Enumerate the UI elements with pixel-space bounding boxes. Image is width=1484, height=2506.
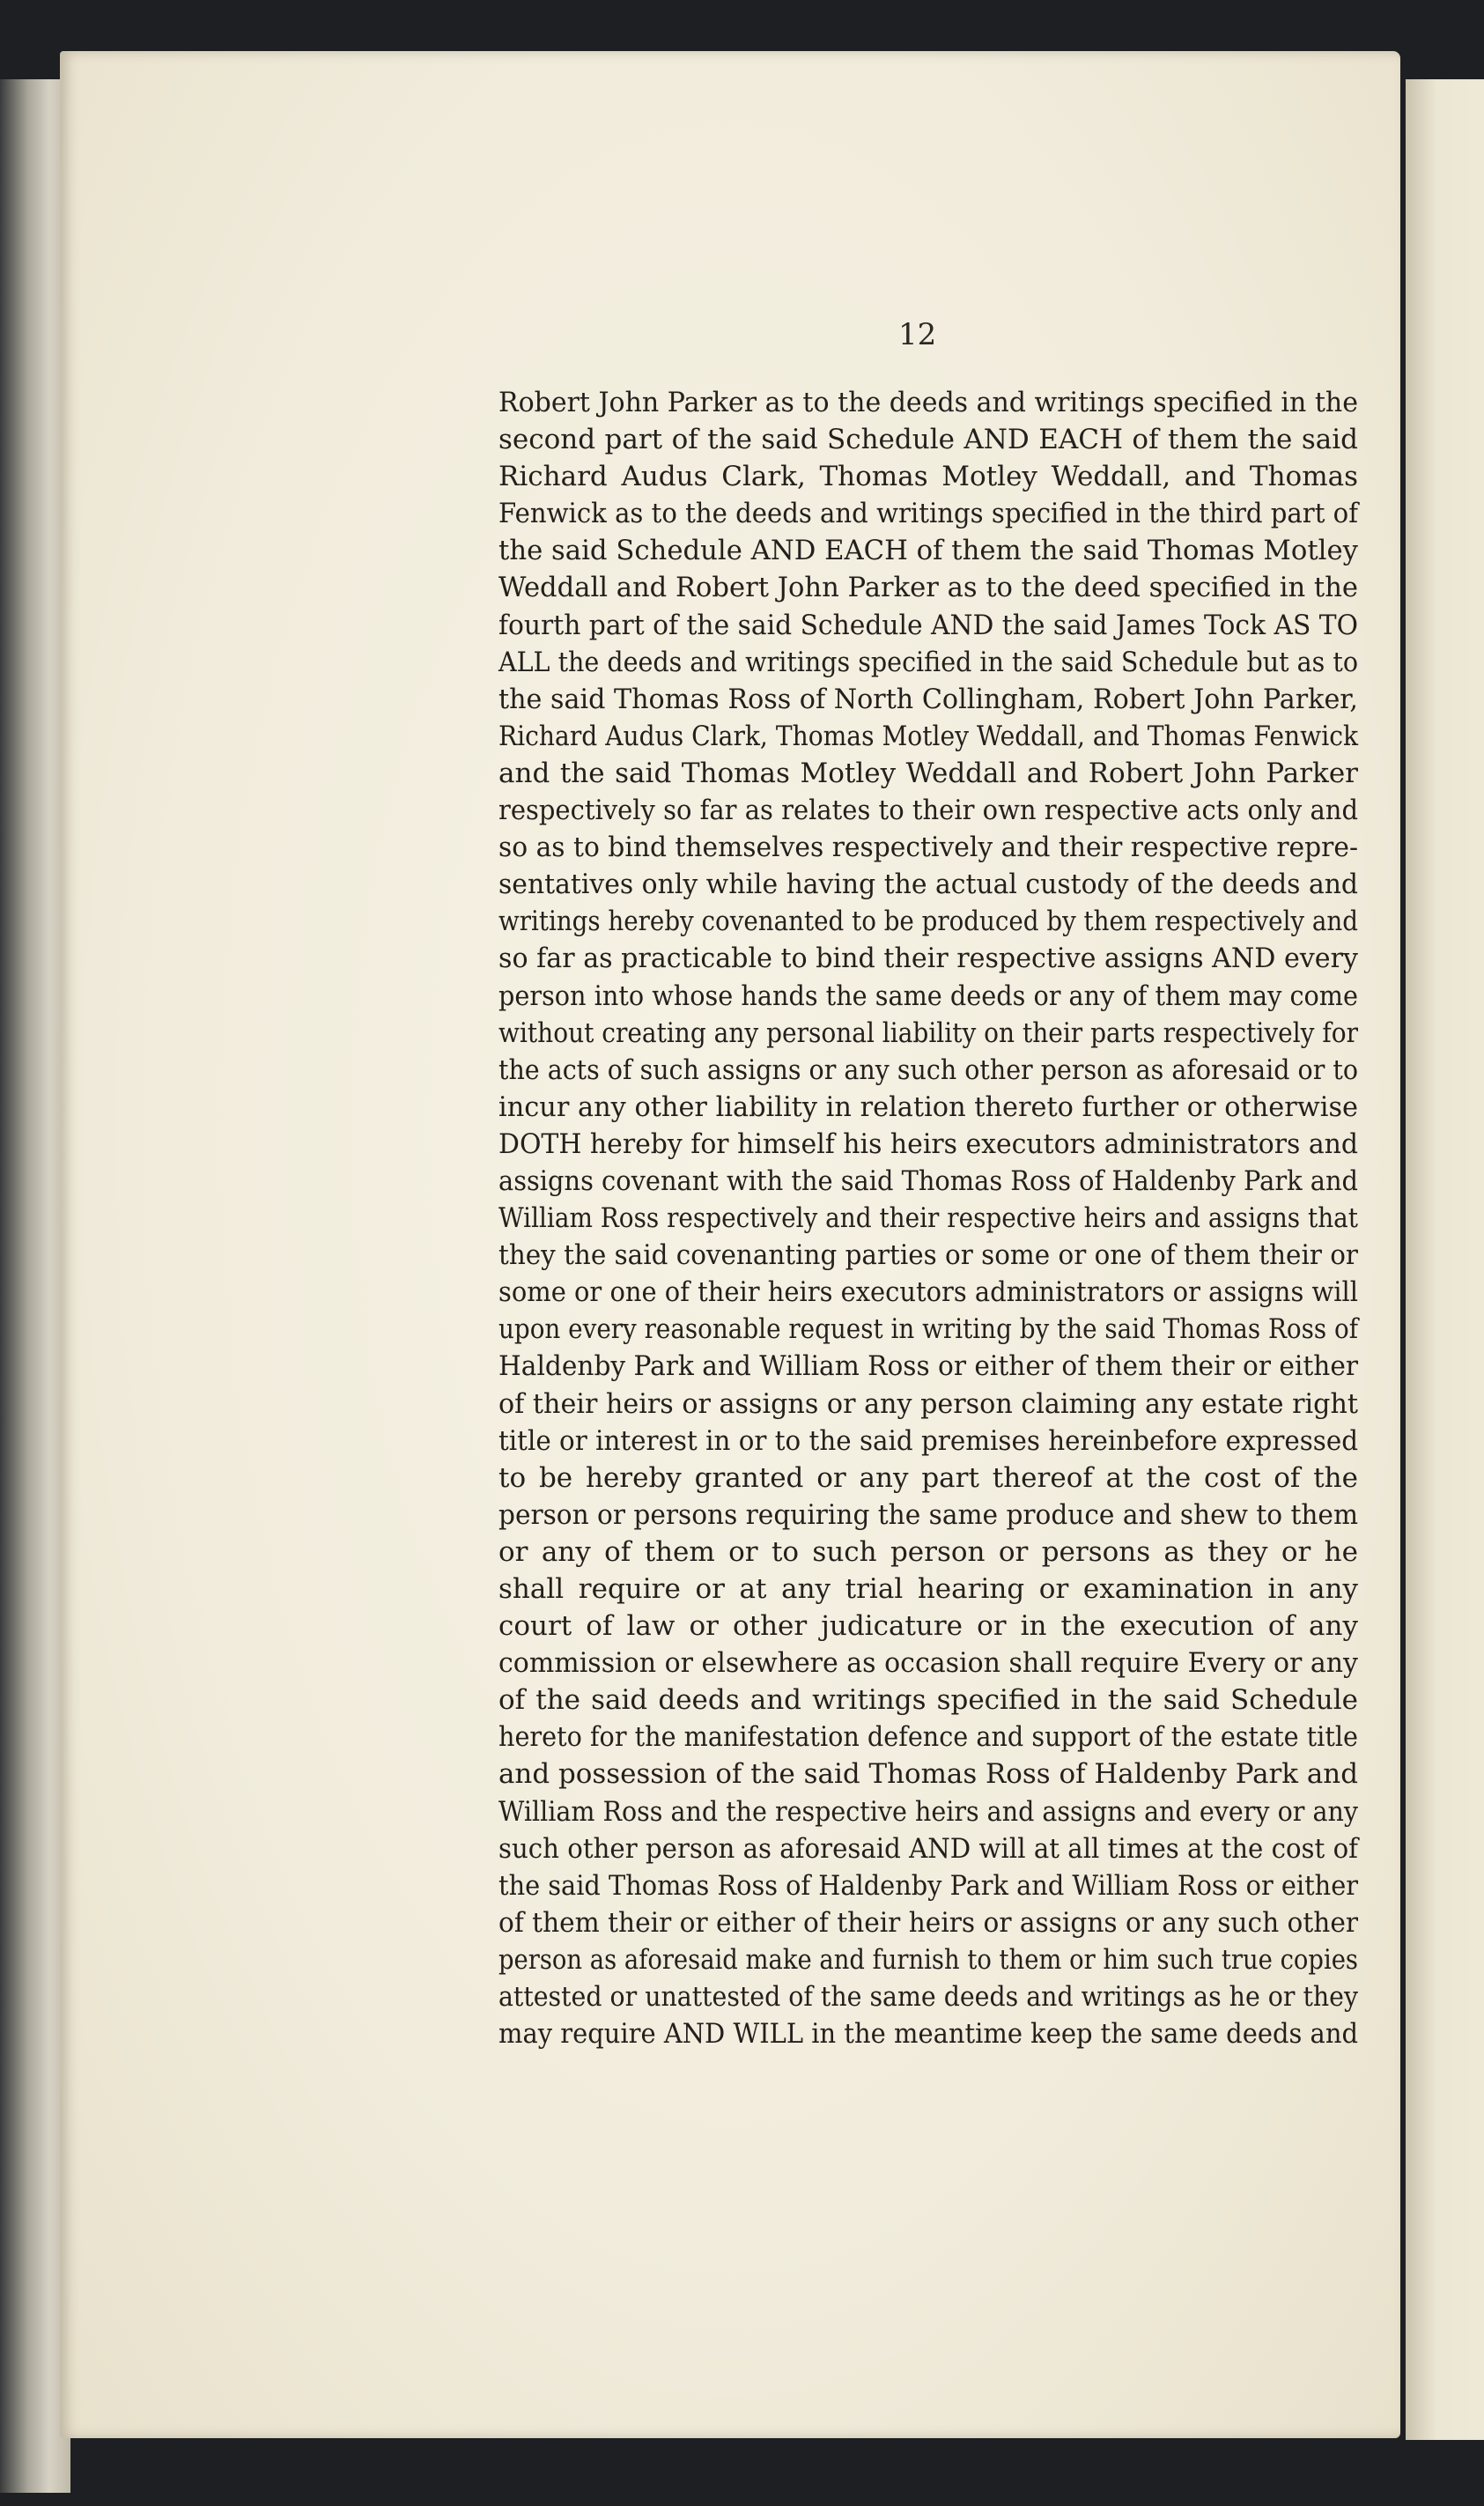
text-line: writings hereby covenanted to be produced by them respectively and bbox=[498, 906, 1358, 938]
text-line: upon every reasonable request in writing by the said Thomas Ross of bbox=[498, 1313, 1358, 1346]
text-line: William Ross respectively and their respective heirs and assigns that bbox=[498, 1202, 1358, 1235]
text-line: Richard Audus Clark, Thomas Motley Weddall, and Thomas Fenwick bbox=[498, 720, 1358, 752]
text-line: the said Thomas Ross of Haldenby Park and William Ross or either bbox=[498, 1869, 1358, 1902]
text-line: Haldenby Park and William Ross or either of them their or either bbox=[498, 1350, 1358, 1383]
text-line: the acts of such assigns or any such other person as aforesaid or to bbox=[498, 1053, 1358, 1086]
text-line: title or interest in or to the said premises hereinbefore expressed bbox=[498, 1424, 1358, 1457]
text-line: so far as practicable to bind their respective assigns AND every bbox=[498, 943, 1358, 975]
text-line: second part of the said Schedule AND EACH of them the said bbox=[498, 424, 1358, 456]
text-line: attested or unattested of the same deeds and writings as he or they bbox=[498, 1981, 1358, 2014]
text-line: of them their or either of their heirs or assigns or any such other bbox=[498, 1906, 1358, 1939]
text-line: without creating any personal liability on their parts respectively for bbox=[498, 1016, 1358, 1049]
text-line: Richard Audus Clark, Thomas Motley Weddall, and Thomas bbox=[498, 461, 1358, 493]
text-line: may require AND WILL in the meantime keep the same deeds and bbox=[498, 2018, 1358, 2051]
text-line: such other person as aforesaid AND will at all times at the cost of bbox=[498, 1832, 1358, 1865]
text-line: or any of them or to such person or persons as they or he bbox=[498, 1535, 1358, 1568]
text-line: of the said deeds and writings specified in the said Schedule bbox=[498, 1684, 1358, 1717]
text-line: the said Schedule AND EACH of them the said Thomas Motley bbox=[498, 535, 1358, 567]
text-line: court of law or other judicature or in the execution of any bbox=[498, 1610, 1358, 1643]
text-line: and possession of the said Thomas Ross of Haldenby Park and bbox=[498, 1758, 1358, 1791]
text-line: to be hereby granted or any part thereof at the cost of the bbox=[498, 1461, 1358, 1494]
text-line: and the said Thomas Motley Weddall and Robert John Parker bbox=[498, 757, 1358, 789]
text-line: Weddall and Robert John Parker as to the deed specified in the bbox=[498, 572, 1358, 604]
text-line: some or one of their heirs executors administrators or assigns will bbox=[498, 1276, 1358, 1309]
text-line: commission or elsewhere as occasion shall require Every or any bbox=[498, 1647, 1358, 1680]
text-line: so as to bind themselves respectively and their respective repre- bbox=[498, 832, 1358, 864]
page-number: 12 bbox=[898, 317, 937, 352]
text-line: of their heirs or assigns or any person claiming any estate right bbox=[498, 1387, 1358, 1420]
text-line: Robert John Parker as to the deeds and writings specified in the bbox=[498, 387, 1358, 418]
text-line: hereto for the manifestation defence and support of the estate title bbox=[498, 1721, 1358, 1754]
text-line: fourth part of the said Schedule AND the said James Tock AS TO bbox=[498, 609, 1358, 641]
text-line: ALL the deeds and writings specified in the said Schedule but as to bbox=[498, 646, 1358, 678]
text-line: person as aforesaid make and furnish to them or him such true copies bbox=[498, 1943, 1358, 1976]
right-page-edge bbox=[1406, 79, 1484, 2440]
text-line: person or persons requiring the same produce and shew to them bbox=[498, 1498, 1358, 1531]
text-line: sentatives only while having the actual custody of the deeds and bbox=[498, 869, 1358, 901]
text-line: the said Thomas Ross of North Collingham, Robert John Parker, bbox=[498, 683, 1358, 715]
text-line: person into whose hands the same deeds or any of them may come bbox=[498, 979, 1358, 1012]
text-line: William Ross and the respective heirs and assigns and every or any bbox=[498, 1795, 1358, 1828]
text-line: Fenwick as to the deeds and writings specified in the third part of bbox=[498, 498, 1358, 530]
text-line: respectively so far as relates to their own respective acts only and bbox=[498, 795, 1358, 827]
text-line: they the said covenanting parties or some or one of them their or bbox=[498, 1239, 1358, 1272]
text-line: incur any other liability in relation thereto further or otherwise bbox=[498, 1090, 1358, 1123]
text-line: shall require or at any trial hearing or examination in any bbox=[498, 1573, 1358, 1605]
body-text bbox=[498, 384, 1358, 2052]
text-line: DOTH hereby for himself his heirs executors administrators and bbox=[498, 1127, 1358, 1160]
text-line: assigns covenant with the said Thomas Ross of Haldenby Park and bbox=[498, 1164, 1358, 1197]
